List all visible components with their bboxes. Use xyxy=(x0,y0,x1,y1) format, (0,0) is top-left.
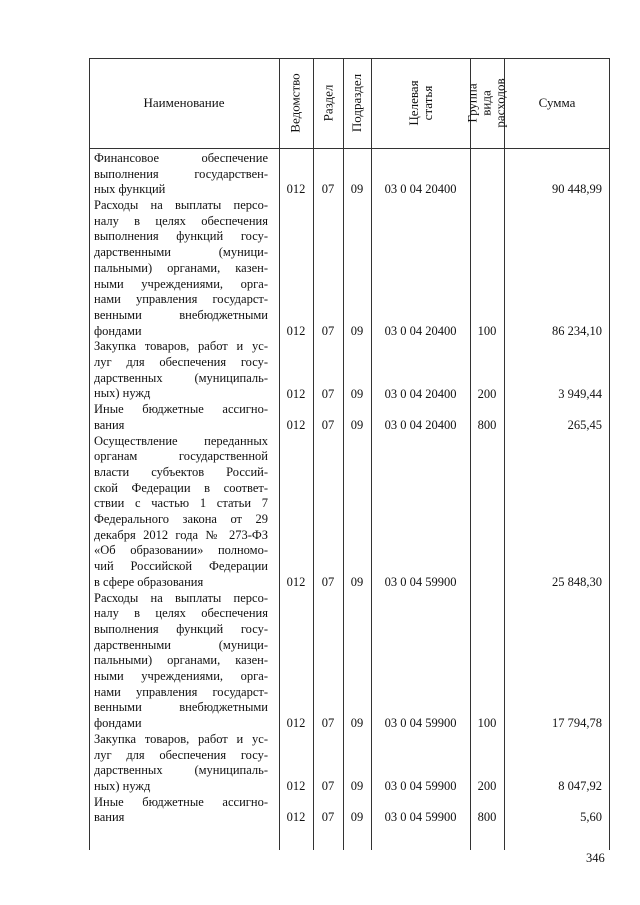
row-name-line: нами управления государст- xyxy=(94,292,268,307)
row-name-line: ской Федерации в соответ- xyxy=(94,480,268,495)
row-name-line: Закупка товаров, работ и ус- xyxy=(94,339,268,354)
cell-summa: 17 794,78 xyxy=(552,716,602,731)
cell-gruppa: 800 xyxy=(477,417,497,432)
row-name-line: луг для обеспечения госу- xyxy=(94,747,268,762)
header-celevaya-statya-label: Целевая статья xyxy=(405,80,435,126)
row-name-line: дарственных (муниципаль- xyxy=(94,370,268,385)
cell-celevaya-statya: 03 0 04 20400 xyxy=(384,182,457,197)
header-vedomstvo xyxy=(279,58,313,148)
cell-vedomstvo: 012 xyxy=(286,716,306,731)
row-name-line: вания xyxy=(94,417,125,432)
cell-vedomstvo: 012 xyxy=(286,417,306,432)
cell-gruppa: 800 xyxy=(477,810,497,825)
cell-podrazdel: 09 xyxy=(350,810,364,825)
row-name-line: луг для обеспечения госу- xyxy=(94,355,268,370)
cell-razdel: 07 xyxy=(321,182,335,197)
row-name-line: Расходы на выплаты персо- xyxy=(94,590,268,605)
row-name-line: выполнения государствен- xyxy=(94,166,268,181)
header-vedomstvo-label: Ведомство xyxy=(288,73,303,133)
row-name xyxy=(94,151,268,198)
cell-vedomstvo: 012 xyxy=(286,182,306,197)
cell-celevaya-statya: 03 0 04 20400 xyxy=(384,417,457,432)
cell-podrazdel: 09 xyxy=(350,417,364,432)
header-divider xyxy=(89,148,610,149)
row-name-line: ными учреждениями, орга- xyxy=(94,669,268,684)
header-summa xyxy=(504,58,610,148)
header-razdel-label: Раздел xyxy=(320,84,335,122)
row-name-line: декабря 2012 года № 273-ФЗ xyxy=(94,527,268,542)
cell-celevaya-statya: 03 0 04 20400 xyxy=(384,323,457,338)
cell-summa: 25 848,30 xyxy=(552,574,602,589)
row-name-line: дарственными (муници- xyxy=(94,245,268,260)
cell-razdel: 07 xyxy=(321,779,335,793)
cell-razdel: 07 xyxy=(321,574,335,589)
cell-vedomstvo: 012 xyxy=(286,323,306,338)
budget-table xyxy=(89,58,610,850)
row-name-line: Закупка товаров, работ и ус- xyxy=(94,731,268,746)
cell-summa: 86 234,10 xyxy=(552,323,602,338)
row-name-line: выполнения функций госу- xyxy=(94,621,268,636)
cell-summa: 8 047,92 xyxy=(558,779,602,793)
header-summa-label: Сумма xyxy=(538,95,576,110)
row-name-line: ных функций xyxy=(94,182,166,197)
cell-celevaya-statya: 03 0 04 59900 xyxy=(384,574,457,589)
row-name-line: ствии с частью 1 статьи 7 xyxy=(94,496,268,511)
page-number: 346 xyxy=(586,851,605,865)
header-gruppa-label: Группа вида расходов xyxy=(465,78,508,128)
row-name-line: Расходы на выплаты персо- xyxy=(94,198,268,213)
cell-summa: 265,45 xyxy=(567,417,602,432)
row-name-line: ными учреждениями, орга- xyxy=(94,276,268,291)
table-border-left xyxy=(89,58,90,850)
cell-vedomstvo: 012 xyxy=(286,779,306,793)
row-name-line: налу в целях обеспечения xyxy=(94,606,268,621)
row-name-line: фондами xyxy=(94,323,142,338)
row-name-line: Осуществление переданных xyxy=(94,433,268,448)
row-name-line: власти субъектов Россий- xyxy=(94,464,268,479)
cell-razdel: 07 xyxy=(321,386,335,401)
cell-gruppa: 100 xyxy=(477,323,497,338)
row-name-line: ных) нужд xyxy=(94,386,151,401)
cell-podrazdel: 09 xyxy=(350,716,364,731)
header-podrazdel xyxy=(343,58,371,148)
cell-podrazdel: 09 xyxy=(350,779,364,793)
header-razdel xyxy=(313,58,343,148)
cell-vedomstvo: 012 xyxy=(286,574,306,589)
table-border-right xyxy=(609,58,610,850)
row-name-line: нами управления государст- xyxy=(94,684,268,699)
row-name xyxy=(94,732,268,795)
cell-vedomstvo: 012 xyxy=(286,810,306,825)
header-gruppa xyxy=(465,58,508,148)
row-name xyxy=(94,402,268,433)
row-name-line: «Об образовании» полномо- xyxy=(94,543,268,558)
header-name-label: Наименование xyxy=(143,95,225,110)
cell-gruppa: 100 xyxy=(477,716,497,731)
row-name-line: органам государственной xyxy=(94,449,268,464)
cell-vedomstvo: 012 xyxy=(286,386,306,401)
cell-podrazdel: 09 xyxy=(350,323,364,338)
cell-razdel: 07 xyxy=(321,810,335,825)
cell-summa: 90 448,99 xyxy=(552,182,602,197)
row-name-line: Иные бюджетные ассигно- xyxy=(94,794,268,809)
row-name-line: дарственных (муниципаль- xyxy=(94,763,268,778)
cell-celevaya-statya: 03 0 04 20400 xyxy=(384,386,457,401)
cell-summa: 5,60 xyxy=(580,810,602,825)
row-name-line: дарственными (муници- xyxy=(94,637,268,652)
row-name-line: Финансовое обеспечение xyxy=(94,151,268,165)
row-name-line: фондами xyxy=(94,716,142,731)
cell-razdel: 07 xyxy=(321,716,335,731)
header-podrazdel-label: Подраздел xyxy=(349,73,365,133)
row-name-line: ных) нужд xyxy=(94,778,151,793)
cell-razdel: 07 xyxy=(321,417,335,432)
header-celevaya-statya xyxy=(371,58,470,148)
cell-razdel: 07 xyxy=(321,323,335,338)
row-name xyxy=(94,434,268,591)
cell-celevaya-statya: 03 0 04 59900 xyxy=(384,779,457,793)
cell-summa: 3 949,44 xyxy=(558,386,602,401)
row-name-line: выполнения функций госу- xyxy=(94,229,268,244)
row-name xyxy=(94,795,268,826)
row-name-line: в сфере образования xyxy=(94,574,204,589)
row-name-line: налу в целях обеспечения xyxy=(94,213,268,228)
row-name xyxy=(94,198,268,339)
row-name-line: венными внебюджетными xyxy=(94,307,268,322)
row-name-line: Федерального закона от 29 xyxy=(94,512,268,527)
cell-podrazdel: 09 xyxy=(350,182,364,197)
row-name-line: пальными) органами, казен- xyxy=(94,653,268,668)
cell-gruppa: 200 xyxy=(477,779,497,793)
row-name xyxy=(94,591,268,732)
row-name-line: Иные бюджетные ассигно- xyxy=(94,402,268,417)
row-name-line: чий Российской Федерации xyxy=(94,559,268,574)
row-name-line: пальными) органами, казен- xyxy=(94,260,268,275)
row-name-line: венными внебюджетными xyxy=(94,700,268,715)
cell-podrazdel: 09 xyxy=(350,574,364,589)
row-name-line: вания xyxy=(94,810,125,825)
cell-gruppa: 200 xyxy=(477,386,497,401)
cell-celevaya-statya: 03 0 04 59900 xyxy=(384,810,457,825)
header-name xyxy=(89,58,279,148)
cell-podrazdel: 09 xyxy=(350,386,364,401)
cell-celevaya-statya: 03 0 04 59900 xyxy=(384,716,457,731)
row-name xyxy=(94,339,268,402)
